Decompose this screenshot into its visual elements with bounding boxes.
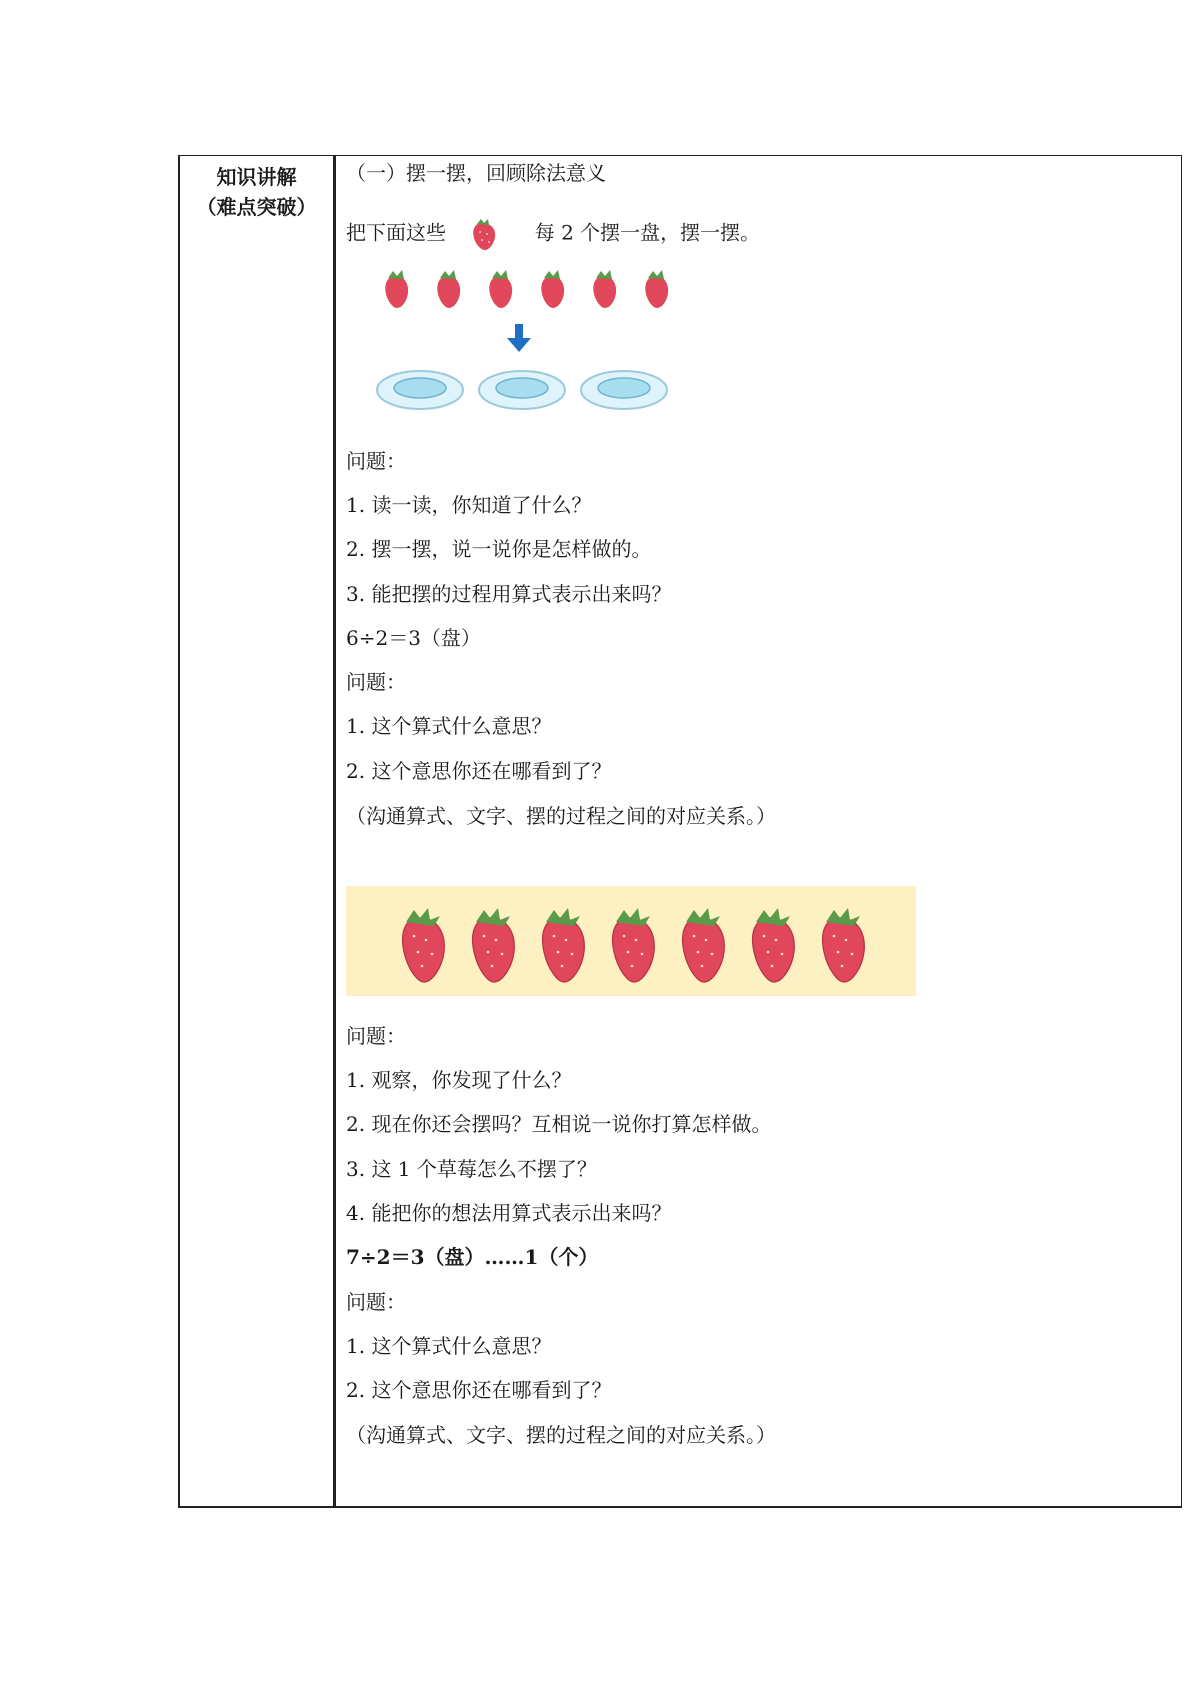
- strawberry-icon: [683, 908, 725, 982]
- plate-icon: [377, 371, 463, 409]
- strawberry-icon: [823, 908, 865, 982]
- strawberry-icon: [543, 908, 585, 982]
- figure-seven-strawberries: [346, 886, 916, 996]
- plate-icon: [479, 371, 565, 409]
- question-1-3: 3. 能把摆的过程用算式表示出来吗？: [346, 582, 672, 606]
- strawberry-icon: [593, 270, 616, 308]
- note-2: （沟通算式、文字、摆的过程之间的对应关系。）: [346, 1423, 776, 1447]
- label-line-2: （难点突破）: [196, 195, 317, 219]
- strawberry-icon: [437, 270, 460, 308]
- figure-strawberries-plates: [376, 268, 676, 418]
- section-title: （一）摆一摆，回顾除法意义: [346, 161, 606, 185]
- question-3-3: 3. 这 1 个草莓怎么不摆了？: [346, 1157, 597, 1181]
- strawberry-icon: [645, 270, 668, 308]
- question-1-1: 1. 读一读，你知道了什么？: [346, 493, 592, 517]
- note-1: （沟通算式、文字、摆的过程之间的对应关系。）: [346, 804, 776, 828]
- arrow-down-icon: [507, 324, 531, 352]
- questions-heading-3: 问题：: [346, 1024, 406, 1048]
- strawberry-icon: [403, 908, 445, 982]
- questions-heading-2: 问题：: [346, 670, 406, 694]
- lesson-table: [178, 155, 1182, 1508]
- question-2-2: 2. 这个意思你还在哪看到了？: [346, 759, 612, 783]
- plate-icon: [581, 371, 667, 409]
- label-line-1: 知识讲解: [216, 165, 297, 189]
- question-1-2: 2. 摆一摆，说一说你是怎样做的。: [346, 537, 652, 561]
- question-3-1: 1. 观察，你发现了什么？: [346, 1068, 572, 1092]
- strawberry-row-7: [346, 886, 916, 996]
- equation-1: 6÷2＝3（盘）: [346, 626, 481, 650]
- lesson-content: [346, 156, 1171, 1506]
- question-2-1: 1. 这个算式什么意思？: [346, 714, 552, 738]
- plate-row: [377, 371, 667, 409]
- questions-heading-1: 问题：: [346, 449, 406, 473]
- strawberry-icon: [452, 216, 528, 252]
- question-3-2: 2. 现在你还会摆吗？互相说一说你打算怎样做。: [346, 1112, 772, 1136]
- strawberry-icon: [473, 908, 515, 982]
- strawberry-icon: [753, 908, 795, 982]
- question-4-1: 1. 这个算式什么意思？: [346, 1334, 552, 1358]
- strawberry-icon: [613, 908, 655, 982]
- question-3-4: 4. 能把你的想法用算式表示出来吗？: [346, 1201, 672, 1225]
- questions-heading-4: 问题：: [346, 1290, 406, 1314]
- strawberry-icon: [541, 270, 564, 308]
- intro-after: 每 2 个摆一盘，摆一摆。: [534, 220, 761, 245]
- section-label: [180, 162, 333, 222]
- intro-line: [346, 216, 760, 252]
- strawberry-icon: [385, 270, 408, 308]
- equation-2: 7÷2＝3（盘）……1（个）: [346, 1245, 599, 1269]
- column-divider: [333, 156, 336, 1506]
- strawberry-icon: [489, 270, 512, 308]
- strawberry-row: [385, 270, 668, 308]
- question-4-2: 2. 这个意思你还在哪看到了？: [346, 1378, 612, 1402]
- intro-before: 把下面这些: [346, 220, 446, 245]
